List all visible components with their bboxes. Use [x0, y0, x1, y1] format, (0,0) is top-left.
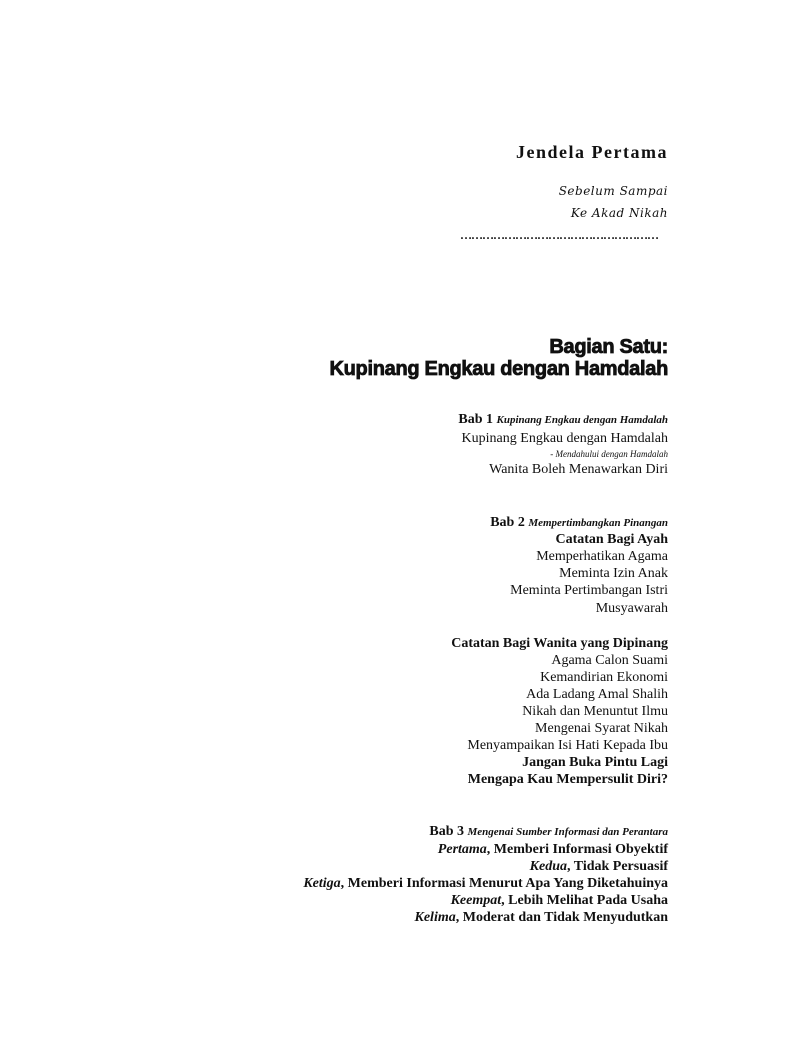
chapter-2-label: Bab 2: [490, 515, 525, 530]
chapter-3-title: Mengenai Sumber Informasi dan Perantara: [467, 826, 668, 838]
part-heading-line-2: Kupinang Engkau dengan Hamdalah: [329, 358, 668, 380]
item-rest: , Memberi Informasi Menurut Apa Yang Diketahuinya: [340, 876, 668, 891]
toc-item: Meminta Izin Anak: [559, 566, 668, 581]
toc-item: Ada Ladang Amal Shalih: [526, 687, 668, 702]
chapter-1-title: Kupinang Engkau dengan Hamdalah: [496, 414, 668, 426]
toc-item: [303, 876, 668, 892]
page-title: Jendela Pertama: [516, 142, 668, 162]
chapter-3-heading: [429, 824, 668, 840]
toc-item: Meminta Pertimbangan Istri: [510, 583, 668, 598]
toc-item: [438, 842, 668, 858]
toc-item: Musyawarah: [595, 601, 668, 616]
item-lead: Kelima: [414, 910, 456, 925]
toc-item: [530, 859, 668, 875]
toc-section: Mengapa Kau Mempersulit Diri?: [467, 772, 668, 787]
chapter-1-heading: [458, 412, 668, 428]
toc-item: [451, 893, 668, 909]
toc-item: Mengenai Syarat Nikah: [535, 721, 668, 736]
toc-section: Jangan Buka Pintu Lagi: [522, 755, 668, 770]
item-rest: , Lebih Melihat Pada Usaha: [501, 893, 668, 908]
toc-subitem: - Mendahului dengan Hamdalah: [550, 449, 668, 459]
toc-item: Kemandirian Ekonomi: [540, 670, 668, 685]
toc-item: Memperhatikan Agama: [536, 549, 668, 564]
chapter-1-label: Bab 1: [458, 412, 494, 427]
toc-item: Nikah dan Menuntut Ilmu: [522, 704, 668, 719]
chapter-3-label: Bab 3: [429, 824, 465, 839]
subtitle-line-1: Sebelum Sampai: [558, 184, 668, 198]
item-lead: Kedua: [529, 859, 567, 874]
toc-item: Menyampaikan Isi Hati Kepada Ibu: [467, 738, 668, 753]
item-rest: , Memberi Informasi Obyektif: [486, 842, 668, 857]
toc-item: Kupinang Engkau dengan Hamdalah: [461, 431, 668, 446]
item-rest: , Moderat dan Tidak Menyudutkan: [455, 910, 668, 925]
dotted-separator: ………………………………………………: [460, 228, 658, 242]
chapter-2-title: Mempertimbangkan Pinangan: [528, 517, 668, 529]
item-lead: Keempat: [450, 893, 502, 908]
subtitle-line-2: Ke Akad Nikah: [570, 206, 668, 220]
toc-item: Wanita Boleh Menawarkan Diri: [489, 462, 668, 477]
item-lead: Ketiga: [303, 876, 341, 891]
part-heading-line-1: Bagian Satu:: [549, 336, 668, 358]
chapter-2-heading: [490, 515, 668, 531]
item-rest: , Tidak Persuasif: [566, 859, 668, 874]
toc-item: Agama Calon Suami: [551, 653, 668, 668]
item-lead: Pertama: [437, 842, 487, 857]
toc-section: Catatan Bagi Wanita yang Dipinang: [451, 636, 668, 651]
toc-item: [415, 910, 669, 926]
toc-section: Catatan Bagi Ayah: [555, 532, 668, 547]
